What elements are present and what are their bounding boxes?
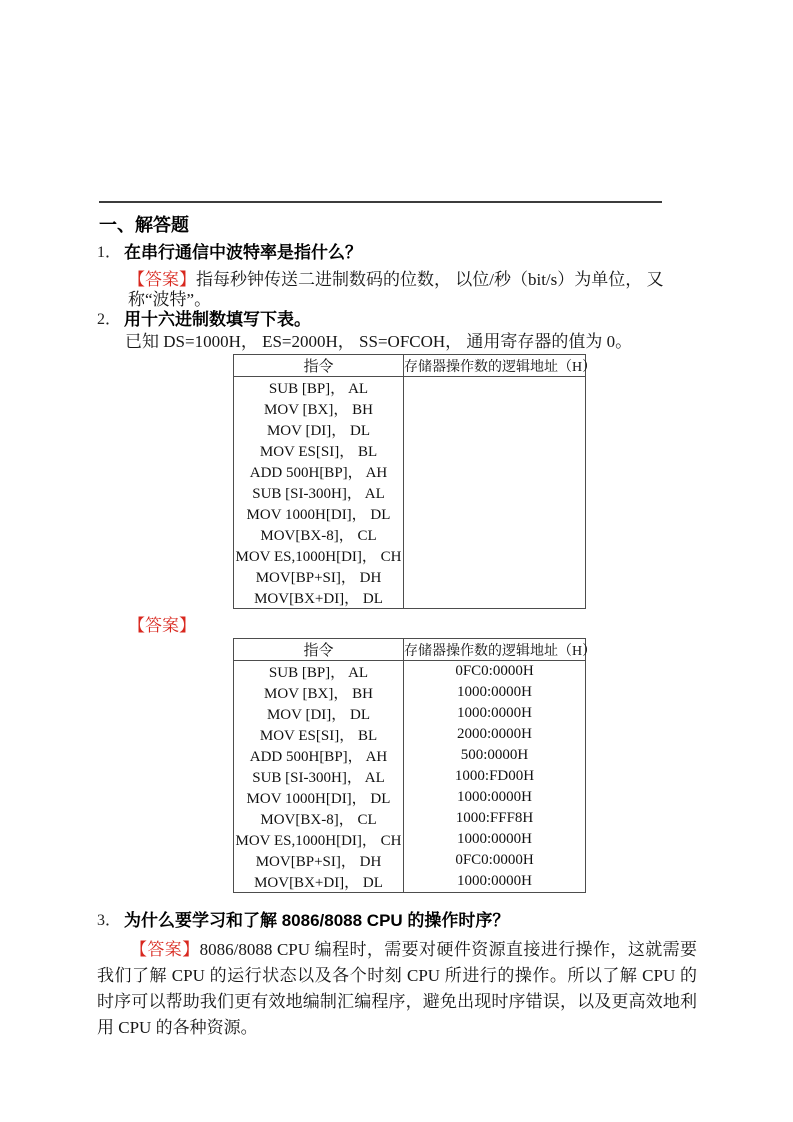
address-cell (404, 503, 586, 524)
table-row (234, 545, 586, 566)
address-cell: 1000:0000H (457, 831, 532, 847)
instruction-cell: MOV [DI]， DL (234, 703, 404, 724)
table-header-address: 存储器操作数的逻辑地址（H） (404, 639, 586, 661)
address-cell (404, 524, 586, 545)
table-header-instruction: 指令 (234, 355, 404, 377)
address-cell: 500:0000H (460, 747, 529, 763)
table-header-instruction: 指令 (234, 639, 404, 661)
question-3-number: 3． (97, 912, 122, 929)
question-2-line (97, 310, 697, 330)
answer-1-text: 指每秒钟传送二进制数码的位数， 以位/秒（bit/s）为单位， 又称“波特”。 (128, 270, 664, 309)
instruction-cell: MOV ES[SI]， BL (234, 440, 404, 461)
instruction-cell: MOV[BX-8]， CL (234, 808, 404, 829)
horizontal-rule (99, 201, 662, 203)
address-cell (404, 566, 586, 587)
table-row (234, 745, 586, 766)
address-cell (404, 398, 586, 419)
table-row (234, 766, 586, 787)
table-header-row (234, 355, 586, 377)
address-cell: 1000:0000H (457, 789, 532, 805)
instruction-cell: ADD 500H[BP]， AH (234, 461, 404, 482)
instruction-cell: SUB [BP]， AL (234, 661, 404, 683)
answer-instruction-table (233, 638, 597, 893)
instruction-cell: MOV[BP+SI]， DH (234, 566, 404, 587)
address-cell (404, 419, 586, 440)
question-2-given: 已知 DS=1000H， ES=2000H， SS=OFCOH， 通用寄存器的值为 0。 (125, 332, 633, 351)
table-row (234, 787, 586, 808)
table-row (234, 503, 586, 524)
instruction-cell: MOV [BX]， BH (234, 682, 404, 703)
address-cell: 0FC0:0000H (455, 852, 534, 868)
instruction-cell: MOV[BP+SI]， DH (234, 850, 404, 871)
question-2-number: 2． (97, 311, 122, 328)
blank-instruction-table (233, 354, 597, 609)
table-row (234, 524, 586, 545)
address-cell (404, 440, 586, 461)
answer-3-text: 8086/8088 CPU 编程时，需要对硬件资源直接进行操作，这就需要我们了解 CPU 的运行状态以及各个时刻 CPU 所进行的操作。所以了解 CPU 的时序可以帮助我们更有效地编制汇编程序，避免出现时序错误，以及更高效地利用 CPU 的各种资源。 (97, 940, 698, 1037)
table-row (234, 871, 586, 893)
address-cell: 1000:0000H (457, 684, 532, 700)
question-3-line (97, 911, 697, 931)
address-cell (404, 587, 586, 609)
table-row (234, 850, 586, 871)
instruction-cell: MOV ES,1000H[DI]， CH (234, 545, 404, 566)
answer-1-line (97, 270, 697, 309)
answer-3-paragraph (97, 937, 697, 1041)
instruction-cell: SUB [SI-300H]， AL (234, 766, 404, 787)
instruction-cell: MOV 1000H[DI]， DL (234, 503, 404, 524)
table-header-row (234, 639, 586, 661)
instruction-cell: MOV[BX+DI]， DL (234, 587, 404, 609)
instruction-cell: ADD 500H[BP]， AH (234, 745, 404, 766)
table-row (234, 661, 586, 683)
question-1-title: 在串行通信中波特率是指什么？ (124, 243, 362, 262)
table-row (234, 724, 586, 745)
answer-1-label: 【答案】 (128, 270, 196, 289)
table-row (234, 587, 586, 609)
table-row (234, 566, 586, 587)
address-cell: 1000:0000H (457, 705, 532, 721)
address-cell: 1000:FFF8H (455, 810, 534, 826)
question-1-number: 1． (97, 244, 122, 261)
table-row (234, 398, 586, 419)
instruction-cell: MOV[BX-8]， CL (234, 524, 404, 545)
table-row (234, 440, 586, 461)
table-header-address: 存储器操作数的逻辑地址（H） (404, 355, 586, 377)
address-cell: 1000:0000H (457, 873, 532, 889)
address-cell (404, 482, 586, 503)
address-cell (404, 377, 586, 399)
instruction-cell: MOV 1000H[DI]， DL (234, 787, 404, 808)
question-2-title: 用十六进制数填写下表。 (124, 310, 311, 329)
answer-3-label: 【答案】 (130, 940, 200, 959)
section-heading: 一、解答题 (99, 215, 189, 235)
address-cell (404, 545, 586, 566)
instruction-cell: MOV [BX]， BH (234, 398, 404, 419)
table-row (234, 419, 586, 440)
instruction-cell: MOV ES[SI]， BL (234, 724, 404, 745)
question-1-line (97, 243, 697, 263)
address-cell: 2000:0000H (457, 726, 532, 742)
instruction-cell: MOV ES,1000H[DI]， CH (234, 829, 404, 850)
address-cell: 0FC0:0000H (455, 663, 534, 679)
table-row (234, 703, 586, 724)
table-row (234, 461, 586, 482)
table-row (234, 829, 586, 850)
address-cell (404, 461, 586, 482)
table-row (234, 482, 586, 503)
question-3-title: 为什么要学习和了解 8086/8088 CPU 的操作时序？ (124, 911, 510, 930)
table-row (234, 808, 586, 829)
table-row (234, 377, 586, 399)
address-cell: 1000:FD00H (454, 768, 535, 784)
answer-2-label-line (97, 616, 697, 636)
answer-2-label: 【答案】 (128, 616, 196, 635)
table-row (234, 682, 586, 703)
instruction-cell: SUB [SI-300H]， AL (234, 482, 404, 503)
instruction-cell: SUB [BP]， AL (234, 377, 404, 399)
instruction-cell: MOV[BX+DI]， DL (234, 871, 404, 893)
instruction-cell: MOV [DI]， DL (234, 419, 404, 440)
